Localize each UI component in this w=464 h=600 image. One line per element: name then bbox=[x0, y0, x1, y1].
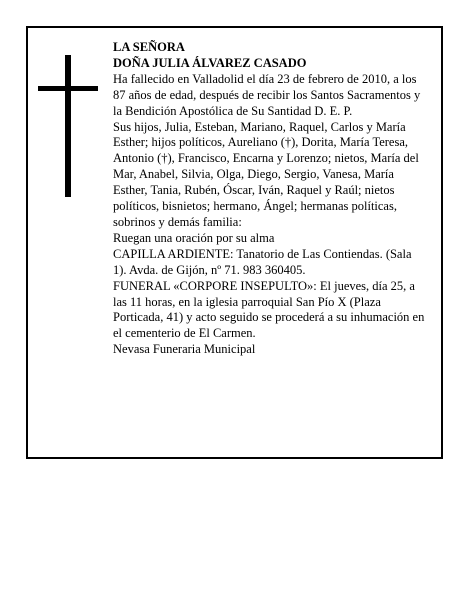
title-line: LA SEÑORA bbox=[113, 40, 185, 54]
obituary-text bbox=[113, 40, 425, 358]
prayer-paragraph: Ruegan una oración por su alma bbox=[113, 230, 275, 245]
cross-icon bbox=[38, 55, 98, 197]
cross-horizontal-bar bbox=[38, 86, 98, 91]
death-paragraph: Ha fallecido en Valladolid el día 23 de febrero de 2010, a los 87 años de edad, después de recibir los Santos Sacramentos y la Bendición Apostólica de Su Santidad D. E. P. bbox=[113, 71, 421, 118]
funeral-home-paragraph: Nevasa Funeraria Municipal bbox=[113, 342, 256, 357]
chapel-paragraph: CAPILLA ARDIENTE: Tanatorio de Las Contiendas. (Sala 1). Avda. de Gijón, nº 71. 983 360405. bbox=[113, 246, 412, 277]
funeral-paragraph: FUNERAL «CORPORE INSEPULTO»: El jueves, día 25, a las 11 horas, en la iglesia parroquial San Pío X (Plaza Porticada, 41) y acto seguido se procederá a su inhumación en el cementerio de El Carmen. bbox=[113, 278, 425, 341]
deceased-name: DOÑA JULIA ÁLVAREZ CASADO bbox=[113, 55, 307, 70]
cross-vertical-bar bbox=[65, 55, 71, 197]
family-paragraph: Sus hijos, Julia, Esteban, Mariano, Raquel, Carlos y María Esther; hijos políticos, Aureliano (†), Dorita, María Teresa, Antonio (†), Francisco, Encarna y Lorenzo; nietos, María del Mar, Anabel, Silvia, Olga, Diego, Sergio, Vanesa, María Esther, Tania, Rubén, Óscar, Iván, Raquel y Raúl; nietos políticos, bisnietos; hermano, Ángel; hermanas políticas, sobrinos y demás familia: bbox=[113, 119, 419, 229]
